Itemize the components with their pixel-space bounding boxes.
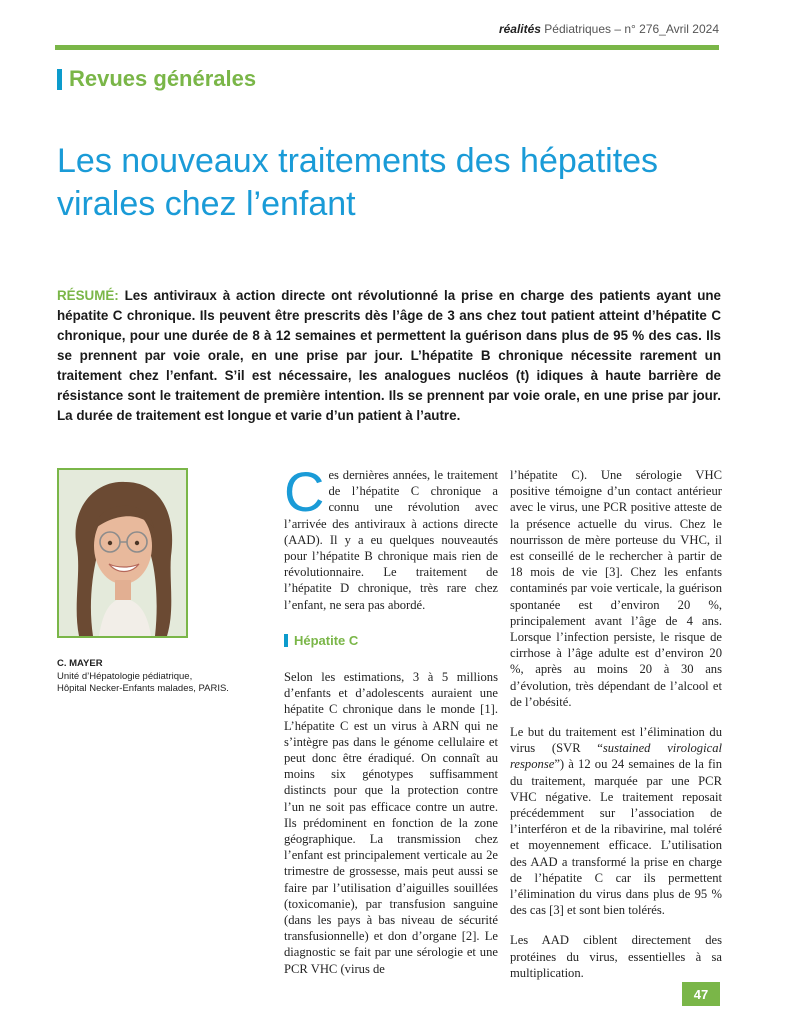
header-rule — [55, 45, 719, 50]
journal-issue: Pédiatriques – n° 276_Avril 2024 — [540, 22, 719, 36]
body-paragraph-4: Les AAD ciblent directement des protéines du virus, essentielles à sa multiplication. — [510, 933, 722, 980]
paragraph-3-end: ”) à 12 ou 24 semaines de la fin du traitement, marquée par une PCR VHC négative. Le traitement reposait précédemment sur l’association de l’interféron et de la ribavirine, mal toléré et moyennement efficace. L’utilisation des AAD a transformé la prise en charge de l’hépatite C car ils permettent l’élimination du virus dans plus de 95 % des cas [3] et sont bien tolérés. — [510, 757, 722, 918]
summary-lead: RÉSUMÉ: — [57, 288, 119, 303]
column-middle — [284, 460, 498, 991]
drop-cap: C — [284, 460, 325, 523]
subhead-hepatite-c — [284, 633, 498, 649]
paragraph-3-start: Le but du traitement est l’élimination du virus (SVR “ — [510, 725, 722, 756]
body-paragraph-1: Selon les estimations, 3 à 5 millions d’enfants et d’adolescents auraient une hépatite C chronique dans le monde [1]. L’hépatite C est un virus à ARN qui ne s’intègre pas dans le génome cellulaire et peut donc être éradiqué. On connaît au moins six génotypes suffisamment distincts pour que la protection contre l’un ne soit pas efficace contre un autre. Ils prédominent en fonction de la zone géographique. La transmission chez l’enfant est principalement verticale au 2e trimestre de grossesse, mais peut aussi se faire par l’utilisation d’aiguilles souillées (toxicomanie), par transfusion sanguine (dans les pays à bas niveau de sécurité transfusionnelle) et don d’organe [2]. Le diagnostic se fait par une sérologie et une PCR VHC (virus de — [284, 670, 498, 976]
journal-brand: réalités — [498, 22, 541, 36]
subhead-marker — [284, 634, 288, 647]
subhead-label: Hépatite C — [294, 632, 359, 648]
intro-paragraph — [284, 460, 498, 613]
author-block — [57, 658, 267, 696]
column-right — [510, 467, 722, 995]
article-title: Les nouveaux traitements des hépatites virales chez l’enfant — [57, 142, 659, 223]
paragraph-3-emphasis: sustained virological response — [510, 741, 722, 772]
page-number: 47 — [682, 982, 720, 1006]
author-hospital: Hôpital Necker-Enfants malades, PARIS. — [57, 683, 229, 694]
article-summary — [57, 286, 721, 426]
author-unit: Unité d’Hépatologie pédiatrique, — [57, 670, 193, 682]
author-name: C. MAYER — [57, 658, 103, 669]
body-paragraph-2: l’hépatite C). Une sérologie VHC positive témoigne d’un contact antérieur avec le virus, une PCR positive atteste de la présence actuelle du virus. Chez le nourrisson de mère porteuse du VHC, il est conseillé de le rechercher à partir de 18 mois de vie [3]. Chez les enfants contaminés par voie verticale, la guérison spontanée est d’environ 20 %, principalement avant l’âge de 4 ans. Lorsque l’infection persiste, le risque de cirrhose à l’âge adulte est d’environ 20 %, après au moins 20 à 30 ans d’évolution, très dépendant de l’alcool et de l’obésité. — [510, 468, 722, 709]
author-portrait — [59, 470, 186, 636]
summary-text: Les antiviraux à action directe ont révolutionné la prise en charge des patients ayant une hépatite C chronique. Ils peuvent être prescrits dès l’âge de 3 ans chez tout patient atteint d’hépatite C chronique, pour une durée de 8 à 12 semaines et permettent la guérison dans plus de 95 % des cas. Ils se prennent par voie orale, en une prise par jour. L’hépatite B chronique nécessite rarement un traitement chez l’enfant. S’il est nécessaire, les analogues nucléos (t) idiques à haute barrière de résistance sont le traitement de première intention. Ils se prennent par voie orale, en une prise par jour. La durée de traitement est longue et varie d’un patient à l’autre. — [57, 288, 721, 423]
author-photo — [57, 468, 188, 638]
section-label: Revues générales — [69, 66, 257, 91]
intro-text: es dernières années, le traitement de l’hépatite C chronique a connu une révolution avec l’arrivée des antiviraux à actions directe (AAD). Il y a eu quelques nouveautés pour l’hépatite B chronique mais rien de révolutionnaire. Le traitement de l’hépatite D chronique, très rare chez l’enfant, ne sera pas abordé. — [284, 468, 498, 612]
running-header — [499, 22, 719, 36]
body-paragraph-3 — [510, 724, 722, 918]
section-tag — [57, 66, 256, 92]
section-marker — [57, 69, 62, 90]
